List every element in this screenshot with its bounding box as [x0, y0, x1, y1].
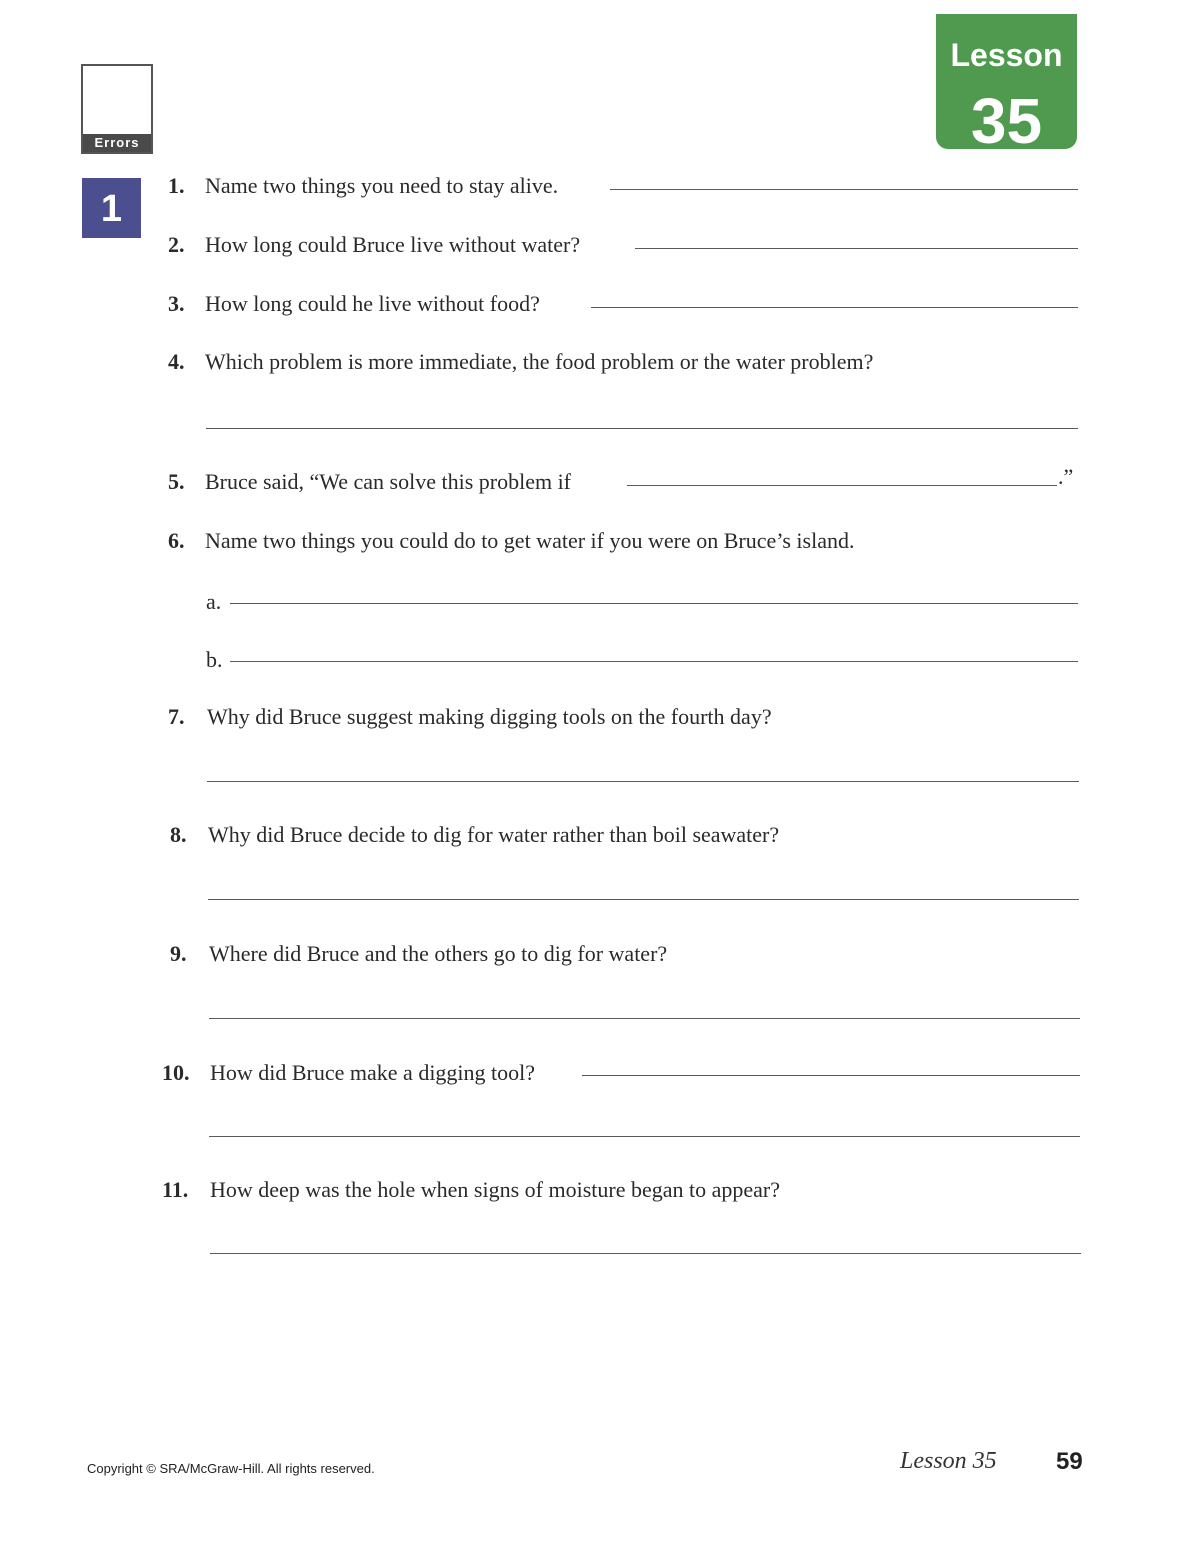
- answer-line-2[interactable]: [635, 248, 1078, 249]
- question-text: How deep was the hole when signs of moisture began to appear?: [210, 1177, 781, 1202]
- question-11: [162, 1176, 780, 1204]
- answer-line-6a[interactable]: [230, 603, 1078, 604]
- errors-score-box[interactable]: [81, 64, 153, 154]
- question-number: 9.: [170, 941, 187, 966]
- question-number: 8.: [170, 822, 187, 847]
- answer-line-9[interactable]: [209, 1018, 1080, 1019]
- question-1: [168, 172, 558, 200]
- question-9: [170, 940, 667, 968]
- question-text: How long could Bruce live without water?: [205, 232, 581, 257]
- question-6: [168, 527, 854, 555]
- question-number: 6.: [168, 528, 185, 553]
- question-number: 1.: [168, 173, 185, 198]
- errors-label: Errors: [83, 134, 151, 152]
- answer-line-11[interactable]: [210, 1253, 1081, 1254]
- footer-lesson-label: Lesson 35: [900, 1448, 997, 1474]
- question-text: Name two things you could do to get water if you were on Bruce’s island.: [205, 528, 855, 553]
- answer-line-8[interactable]: [208, 899, 1079, 900]
- question-text: Bruce said, “We can solve this problem if: [205, 469, 572, 494]
- question-text: Name two things you need to stay alive.: [205, 173, 559, 198]
- question-4: [168, 348, 873, 376]
- answer-line-10b[interactable]: [209, 1136, 1080, 1137]
- sub-answer-b-label: b.: [206, 647, 223, 672]
- answer-line-4[interactable]: [206, 428, 1078, 429]
- question-text: Why did Bruce decide to dig for water rather than boil seawater?: [208, 822, 780, 847]
- part-number-badge: 1: [82, 178, 141, 238]
- question-5: [168, 468, 571, 496]
- question-number: 2.: [168, 232, 185, 257]
- question-number: 4.: [168, 349, 185, 374]
- question-text: How long could he live without food?: [205, 291, 540, 316]
- closing-quote: .”: [1058, 464, 1074, 489]
- question-number: 5.: [168, 469, 185, 494]
- answer-line-7[interactable]: [207, 781, 1079, 782]
- question-2: [168, 231, 580, 259]
- answer-line-3[interactable]: [591, 307, 1078, 308]
- answer-line-5[interactable]: [627, 485, 1057, 486]
- question-text: How did Bruce make a digging tool?: [210, 1060, 536, 1085]
- answer-line-1[interactable]: [610, 189, 1078, 190]
- answer-line-10a[interactable]: [582, 1075, 1080, 1076]
- question-number: 11.: [162, 1177, 189, 1202]
- question-number: 10.: [162, 1060, 190, 1085]
- question-text: Why did Bruce suggest making digging tools on the fourth day?: [207, 704, 772, 729]
- question-10: [162, 1059, 535, 1087]
- page-number: 59: [1056, 1448, 1083, 1475]
- lesson-word: Lesson: [950, 37, 1063, 73]
- question-7: [168, 703, 772, 731]
- lesson-tab: [936, 14, 1077, 157]
- question-text: Where did Bruce and the others go to dig for water?: [209, 941, 668, 966]
- question-text: Which problem is more immediate, the food problem or the water problem?: [205, 349, 874, 374]
- sub-answer-a-label: a.: [206, 589, 222, 614]
- copyright-notice: Copyright © SRA/McGraw-Hill. All rights reserved.: [87, 1461, 375, 1476]
- answer-line-6b[interactable]: [230, 661, 1078, 662]
- question-number: 7.: [168, 704, 185, 729]
- lesson-number: 35: [970, 85, 1043, 157]
- question-8: [170, 821, 779, 849]
- question-3: [168, 290, 540, 318]
- question-number: 3.: [168, 291, 185, 316]
